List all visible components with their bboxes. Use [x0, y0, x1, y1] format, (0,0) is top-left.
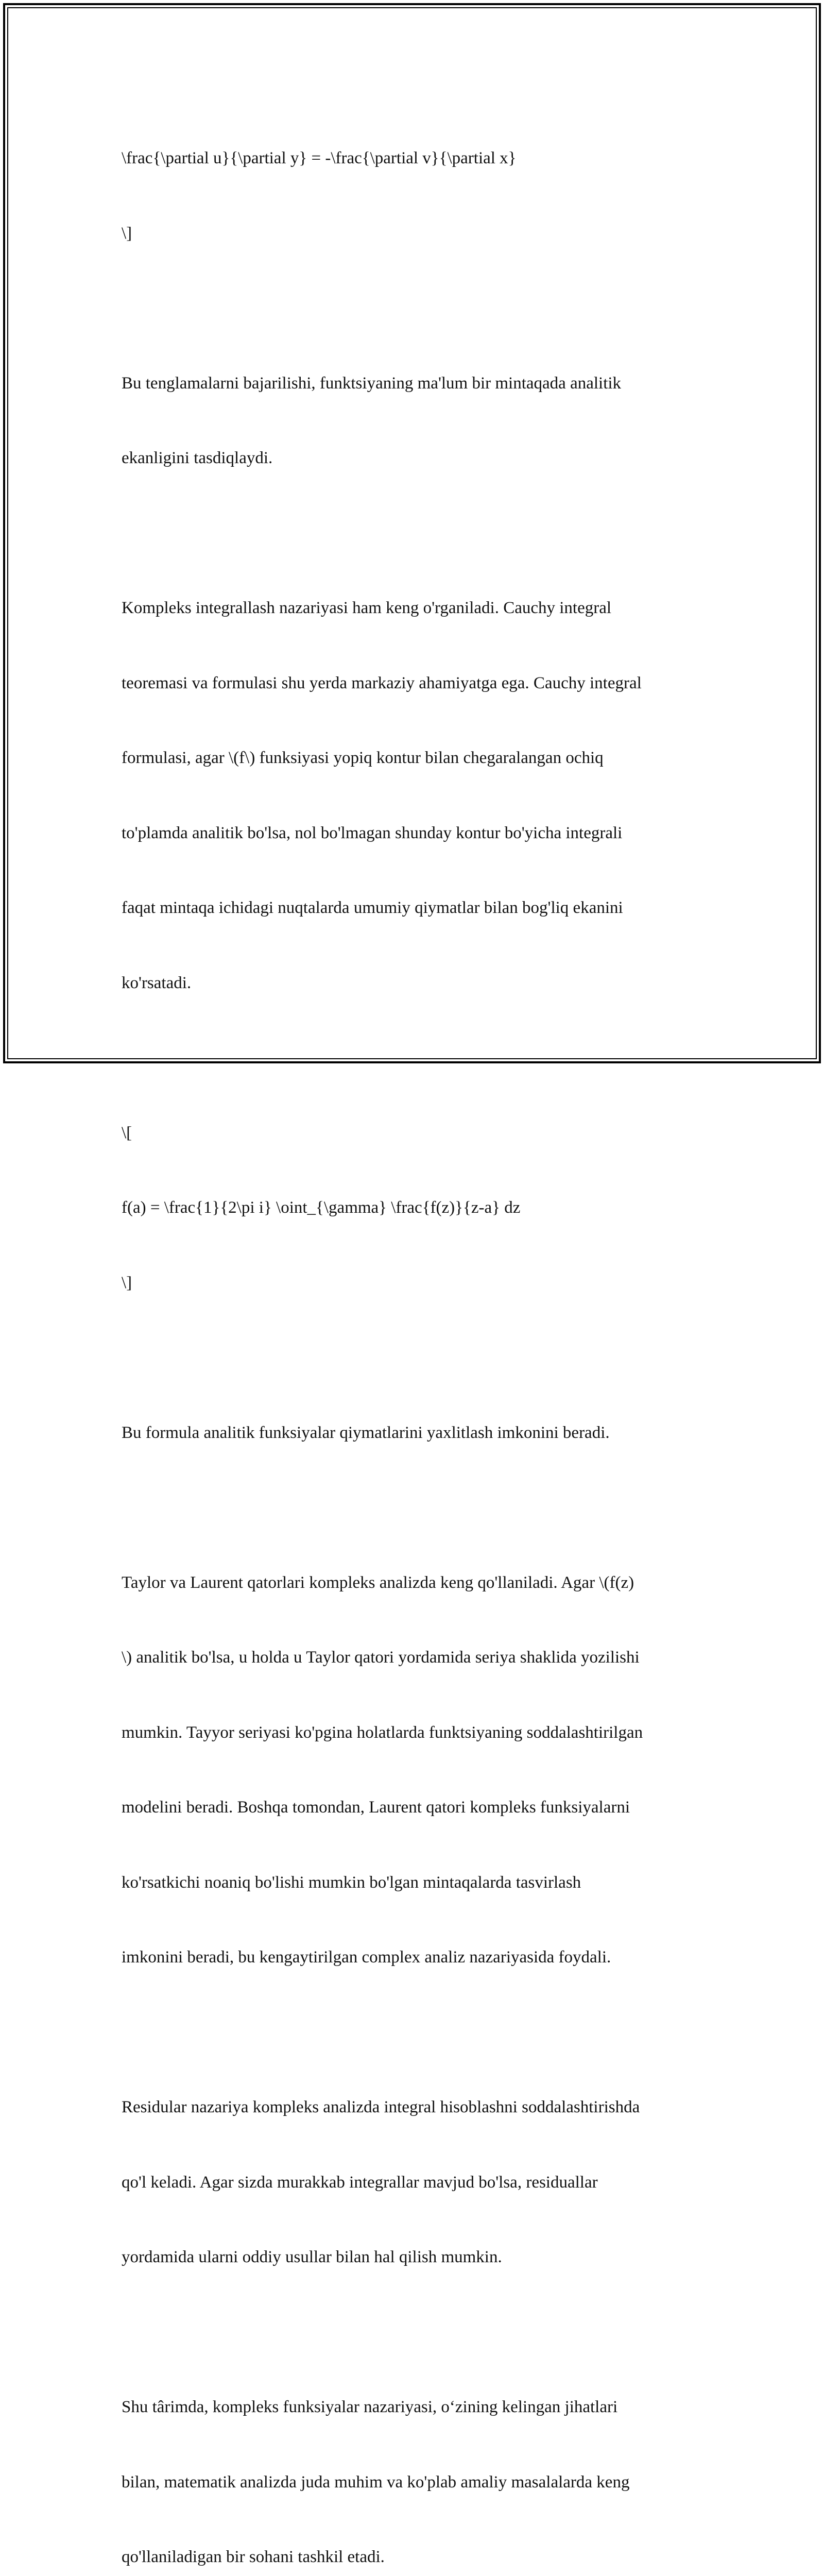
- text-line: mumkin. Tayyor seriyasi ko'pgina holatlarda funktsiyaning soddalashtirilgan: [122, 1723, 643, 1742]
- text-line: \frac{\partial u}{\partial y} = -\frac{\partial v}{\partial x}: [122, 149, 517, 167]
- text-line: \]: [122, 1273, 132, 1292]
- paragraph: [122, 2045, 709, 2320]
- paragraph: [122, 1520, 709, 2020]
- document-body: [122, 96, 709, 2576]
- text-line: qo'llaniladigan bir sohani tashkil etadi.: [122, 2548, 385, 2566]
- paragraph: [122, 1370, 709, 1496]
- text-line: Residular nazariya kompleks analizda integral hisoblashni soddalashtirishda: [122, 2098, 640, 2116]
- text-line: teoremasi va formulasi shu yerda markaziy ahamiyatga ega. Cauchy integral: [122, 673, 642, 692]
- text-line: modelini beradi. Boshqa tomondan, Laurent qatori kompleks funksiyalarni: [122, 1798, 630, 1817]
- text-line: ekanligini tasdiqlaydi.: [122, 449, 273, 467]
- math-block: [122, 1071, 709, 1346]
- text-line: Bu tenglamalarni bajarilishi, funktsiyaning ma'lum bir mintaqada analitik: [122, 374, 622, 393]
- text-line: \]: [122, 224, 132, 243]
- text-line: imkonini beradi, bu kengaytirilgan complex analiz nazariyasida foydali.: [122, 1948, 611, 1967]
- text-line: qo'l keladi. Agar sizda murakkab integrallar mavjud bo'lsa, residuallar: [122, 2173, 598, 2192]
- text-line: to'plamda analitik bo'lsa, nol bo'lmagan shunday kontur bo'yicha integrali: [122, 823, 623, 842]
- text-line: Kompleks integrallash nazariyasi ham keng o'rganiladi. Cauchy integral: [122, 599, 612, 617]
- text-line: \) analitik bo'lsa, u holda u Taylor qatori yordamida seriya shaklida yozilishi: [122, 1648, 640, 1667]
- text-line: yordamida ularni oddiy usullar bilan hal qilish mumkin.: [122, 2248, 502, 2266]
- paragraph: [122, 2345, 709, 2576]
- text-line: bilan, matematik analizda juda muhim va ko'plab amaliy masalalarda keng: [122, 2472, 630, 2492]
- text-line: \[: [122, 1123, 132, 1142]
- paragraph: [122, 321, 709, 521]
- text-line: Taylor va Laurent qatorlari kompleks analizda keng qo'llaniladi. Agar \(f(z): [122, 1573, 634, 1592]
- text-line: formulasi, agar \(f\) funksiyasi yopiq kontur bilan chegaralangan ochiq: [122, 749, 604, 767]
- text-line: Bu formula analitik funksiyalar qiymatlarini yaxlitlash imkonini beradi.: [122, 1423, 610, 1442]
- text-line: faqat mintaqa ichidagi nuqtalarda umumiy qiymatlar bilan bog'liq ekanini: [122, 899, 623, 917]
- text-line: ko'rsatadi.: [122, 973, 192, 992]
- paragraph: [122, 546, 709, 1045]
- text-line: ko'rsatkichi noaniq bo'lishi mumkin bo'lgan mintaqalarda tasvirlash: [122, 1873, 581, 1892]
- text-line: Shu târimda, kompleks funksiyalar nazariyasi, o‘zining kelingan jihatlari: [122, 2398, 618, 2416]
- text-line: f(a) = \frac{1}{2\pi i} \oint_{\gamma} \frac{f(z)}{z-a} dz: [122, 1198, 521, 1217]
- math-block: [122, 96, 709, 296]
